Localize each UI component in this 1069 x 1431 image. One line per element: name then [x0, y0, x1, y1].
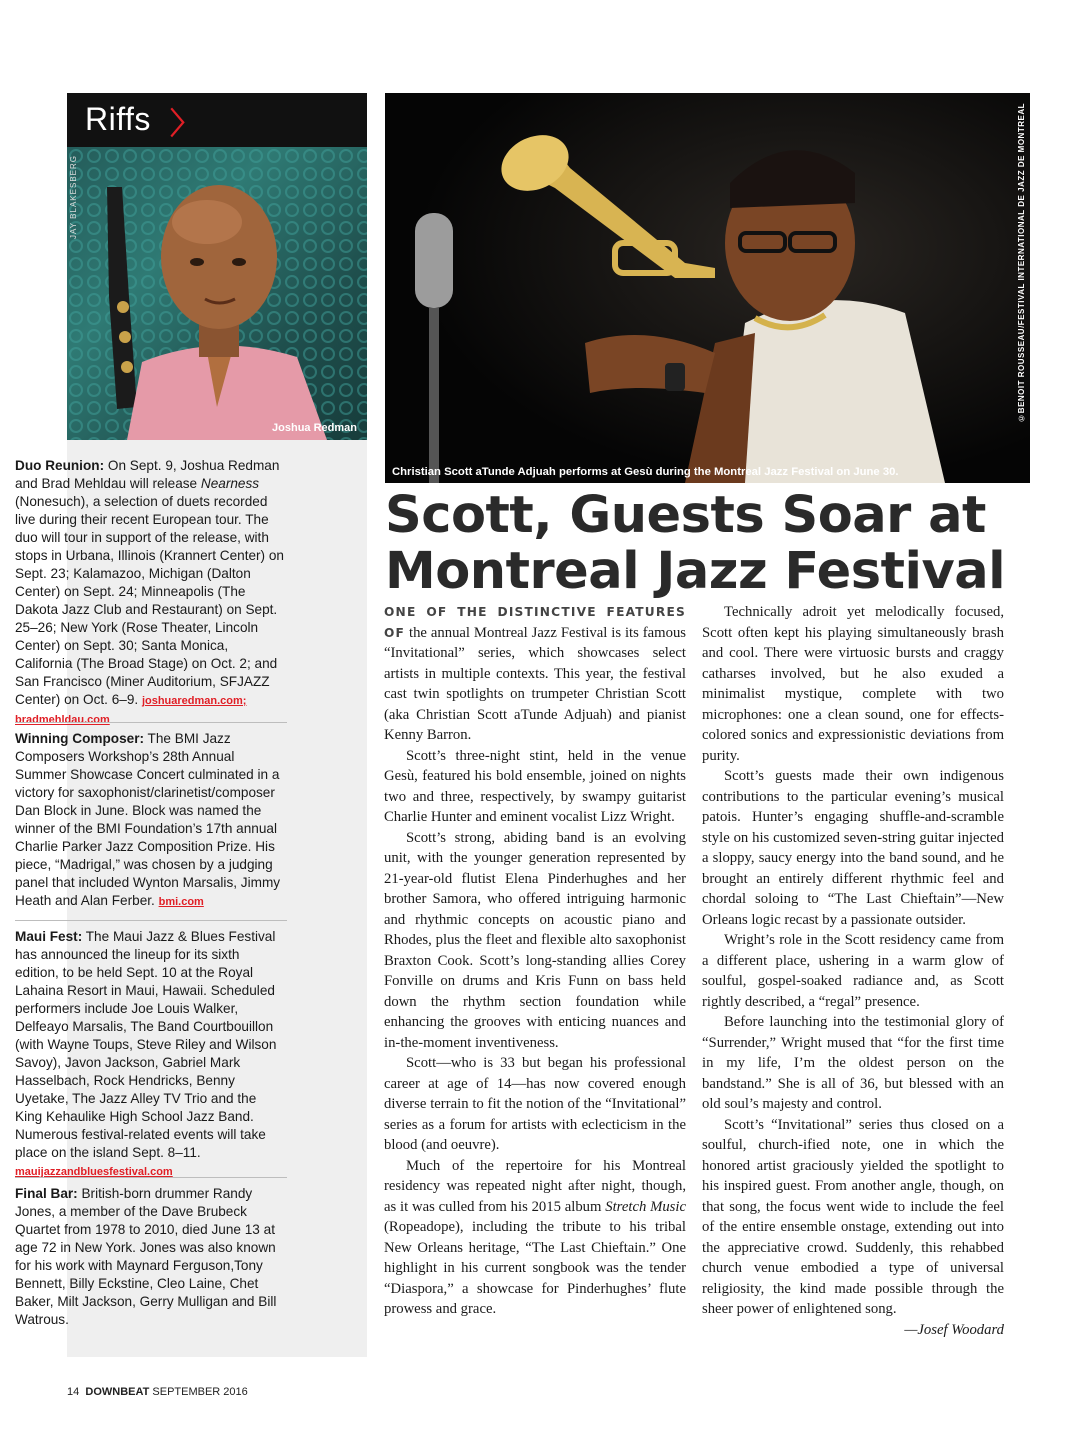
item-heading: Final Bar:	[15, 1186, 78, 1201]
photo-caption: Joshua Redman	[272, 422, 357, 434]
photo-credit: ©BENOIT ROUSSEAU/FESTIVAL INTERNATIONAL DE JAZZ DE MONTREAL	[1017, 103, 1026, 423]
paragraph: Scott’s strong, abiding band is an evolving unit, with the younger generation represented by 21-year-old flutist Elena Pinderhughes and her brother Samora, who offered intriguing harmonic and rhythmic concepts on acoustic piano and Rhodes, plus the fleet and flexible alto saxophonist Braxton Cook. Scott’s long-standing allies Corey Fonville on drums and Kris Funn on bass held down the rhythm section foundation while enhancing the grooves with enticing nuances and in-the-moment inventiveness.	[384, 829, 686, 1051]
item-body: The BMI Jazz Composers Workshop’s 28th Annual Summer Showcase Concert culminated in a victory for saxophonist/clarinetist/composer Dan Block in June. Block was named the winner of the BMI Foundation’s 17th annual Charlie Parker Jazz Composition Prize. His piece, “Madrigal,” was chosen by a judging panel that included Wynton Marsalis, Jimmy Heath and Alan Ferber.	[15, 731, 281, 908]
item-body-continued: (Nonesuch), a selection of duets recorded live during their recent European tour. The duo will tour in support of the release, with stops in Urbana, Illinois (Krannert Center) on Sept. 23; Kalamazoo, Michigan (Dalton Center) on Sept. 24; Minneapolis (The Dakota Jazz Club and Restaurant) on Sept. 25–26; New York (Rose Theater, Lincoln Center) on Sept. 30; Santa Monica, California (The Broad Stage) on Oct. 2; and San Francisco (Miner Auditorium, SFJAZZ Center) on Oct. 6–9.	[15, 494, 284, 707]
paragraph: Scott’s “Invitational” series thus closed on a soulful, church-ified note, one in which the honored artist graciously yielded the spotlight to his inspired guest. From another angle, though, on that song, the focus went wide to include the feel of the entire ensemble onstage, extending out into the appreciative crowd. Suddenly, this rehabbed church venue embodied a type of universal religiosity, the kind made possible through the sheer power of enlightened song. —Josef Woodard	[702, 1115, 1004, 1320]
item-heading: Winning Composer:	[15, 731, 145, 746]
paragraph: Technically adroit yet melodically focused, Scott often kept his playing simultaneously brash and cool. There were virtuosic bursts and craggy catharses involved, but he also exuded a minimalist mystique, complete with two microphones: one a clean sound, one for effects-colored sonics and expressionistic deviations from purity.	[702, 604, 1004, 764]
paragraph: Scott’s guests made their own indigenous contributions to the particular evening’s musical patois. Hunter’s engaging shuffle-and-scramble style on his customized seven-string guitar injected a sloppy, saucy energy into the band sound, and he brought an entirely different rhythmic feel and chordal soloing to “The Last Chieftain”—New Orleans logic recast by a passionate outsider.	[702, 768, 1004, 928]
article-column-2	[702, 602, 1004, 1340]
paragraph: Wright’s role in the Scott residency came from a different place, ushering in a warm glow of soulful, gospel-soaked radiance and, as Scott rightly described, a “regal” presence.	[702, 932, 1004, 1010]
item-heading: Duo Reunion:	[15, 458, 105, 473]
website-link[interactable]: mauijazzandbluesfestival.com	[15, 1166, 173, 1178]
website-link[interactable]: bmi.com	[158, 896, 204, 908]
chevron-right-icon: 〉	[170, 108, 200, 141]
divider	[15, 1177, 287, 1178]
riffs-item-winning-composer	[15, 730, 287, 911]
item-body: The Maui Jazz & Blues Festival has announced the lineup for its sixth edition, to be held Sept. 10 at the Royal Lahaina Resort in Maui, Hawaii. Scheduled performers include Joe Louis Walker, Delfeayo Marsalis, The Band Courtbouillon (with Wayne Toups, Steve Riley and Wilson Savoy), Javon Jackson, Gabriel Mark Hasselbach, Rock Hendricks, Benny Uyetake, The Jazz Alley TV Trio and the King Kehaulike High School Jazz Band. Numerous festival-related events will take place on the island Sept. 8–11.	[15, 929, 277, 1160]
album-title: Nearness	[200, 476, 260, 491]
issue-date: SEPTEMBER 2016	[152, 1386, 248, 1398]
album-title: Stretch Music	[605, 1198, 686, 1215]
christian-scott-photo	[385, 93, 1030, 483]
item-body: British-born drummer Randy Jones, a member of the Dave Brubeck Quartet from 1978 to 2010, died June 13 at age 72 in New York. Jones was also known for his work with Maynard Ferguson,Tony Bennett, Billy Eckstine, Cleo Laine, Chet Baker, Milt Jackson, Gerry Mulligan and Bill Watrous.	[15, 1186, 277, 1327]
trumpet-illustration	[385, 93, 1030, 483]
lead-in: ONE OF THE DISTINCTIVE FEATURES OF	[384, 605, 686, 640]
headline-line-1: Scott, Guests Soar at	[385, 486, 986, 545]
section-title: Riffs	[85, 101, 151, 137]
paragraph: ONE OF THE DISTINCTIVE FEATURES OF the annual Montreal Jazz Festival is its famous “Invitational” series, which showcases select artists in multiple contexts. This year, the festival cast twin spotlights on trumpeter Christian Scott (aka Christian Scott aTunde Adjuah) and pianist Kenny Barron.	[384, 605, 686, 743]
headline-line-2: Montreal Jazz Festival	[385, 542, 1006, 601]
article-column-1	[384, 602, 686, 1320]
website-link[interactable]: joshuaredman.com; bradmehldau.com	[15, 695, 247, 726]
photo-caption: Christian Scott aTunde Adjuah performs at Gesù during the Montreal Jazz Festival on June 30.	[392, 466, 899, 478]
magazine-name: DOWNBEAT	[85, 1386, 150, 1398]
page-number: 14	[67, 1386, 80, 1398]
paragraph: Before launching into the testimonial glory of “Surrender,” Wright mused that “for the first time in my life, I’m the oldest person on the bandstand.” She is all of 36, but blessed with an old soul’s majesty and control.	[702, 1014, 1004, 1112]
joshua-redman-photo	[67, 147, 367, 440]
riffs-item-maui-fest	[15, 928, 287, 1181]
article-headline	[385, 488, 1045, 600]
riffs-header	[67, 93, 367, 147]
paragraph: Scott—who is 33 but began his professional career at age of 14—has now covered enough diverse terrain to fit the notion of the “Invitational” series as a forum for artists with eclecticism in the blood (and oeuvre).	[384, 1055, 686, 1153]
redman-illustration	[67, 147, 367, 440]
byline: —Josef Woodard	[904, 1321, 1004, 1338]
riffs-item-final-bar	[15, 1185, 287, 1329]
paragraph: Much of the repertoire for his Montreal residency was repeated night after night, though, as it was culled from his 2015 album Stretch Music (Ropeadope), including the tribute to his tribal New Orleans heritage, “The Last Chieftain.” One highlight in his current songbook was the tender “Diaspora,” a showcase for Pinderhughes’ flute prowess and grace.	[384, 1157, 686, 1317]
page-footer	[67, 1386, 248, 1398]
riffs-item-duo-reunion	[15, 457, 287, 729]
divider	[15, 722, 287, 723]
item-heading: Maui Fest:	[15, 929, 83, 944]
photo-credit: JAY BLAKESBERG	[69, 155, 78, 239]
item-body: On Sept. 9, Joshua Redman and Brad Mehldau will release	[15, 458, 280, 491]
divider	[15, 920, 287, 921]
paragraph: Scott’s three-night stint, held in the venue Gesù, featured his bold ensemble, joined on nights two and three, respectively, by swampy guitarist Charlie Hunter and eminent vocalist Lizz Wright.	[384, 747, 686, 825]
